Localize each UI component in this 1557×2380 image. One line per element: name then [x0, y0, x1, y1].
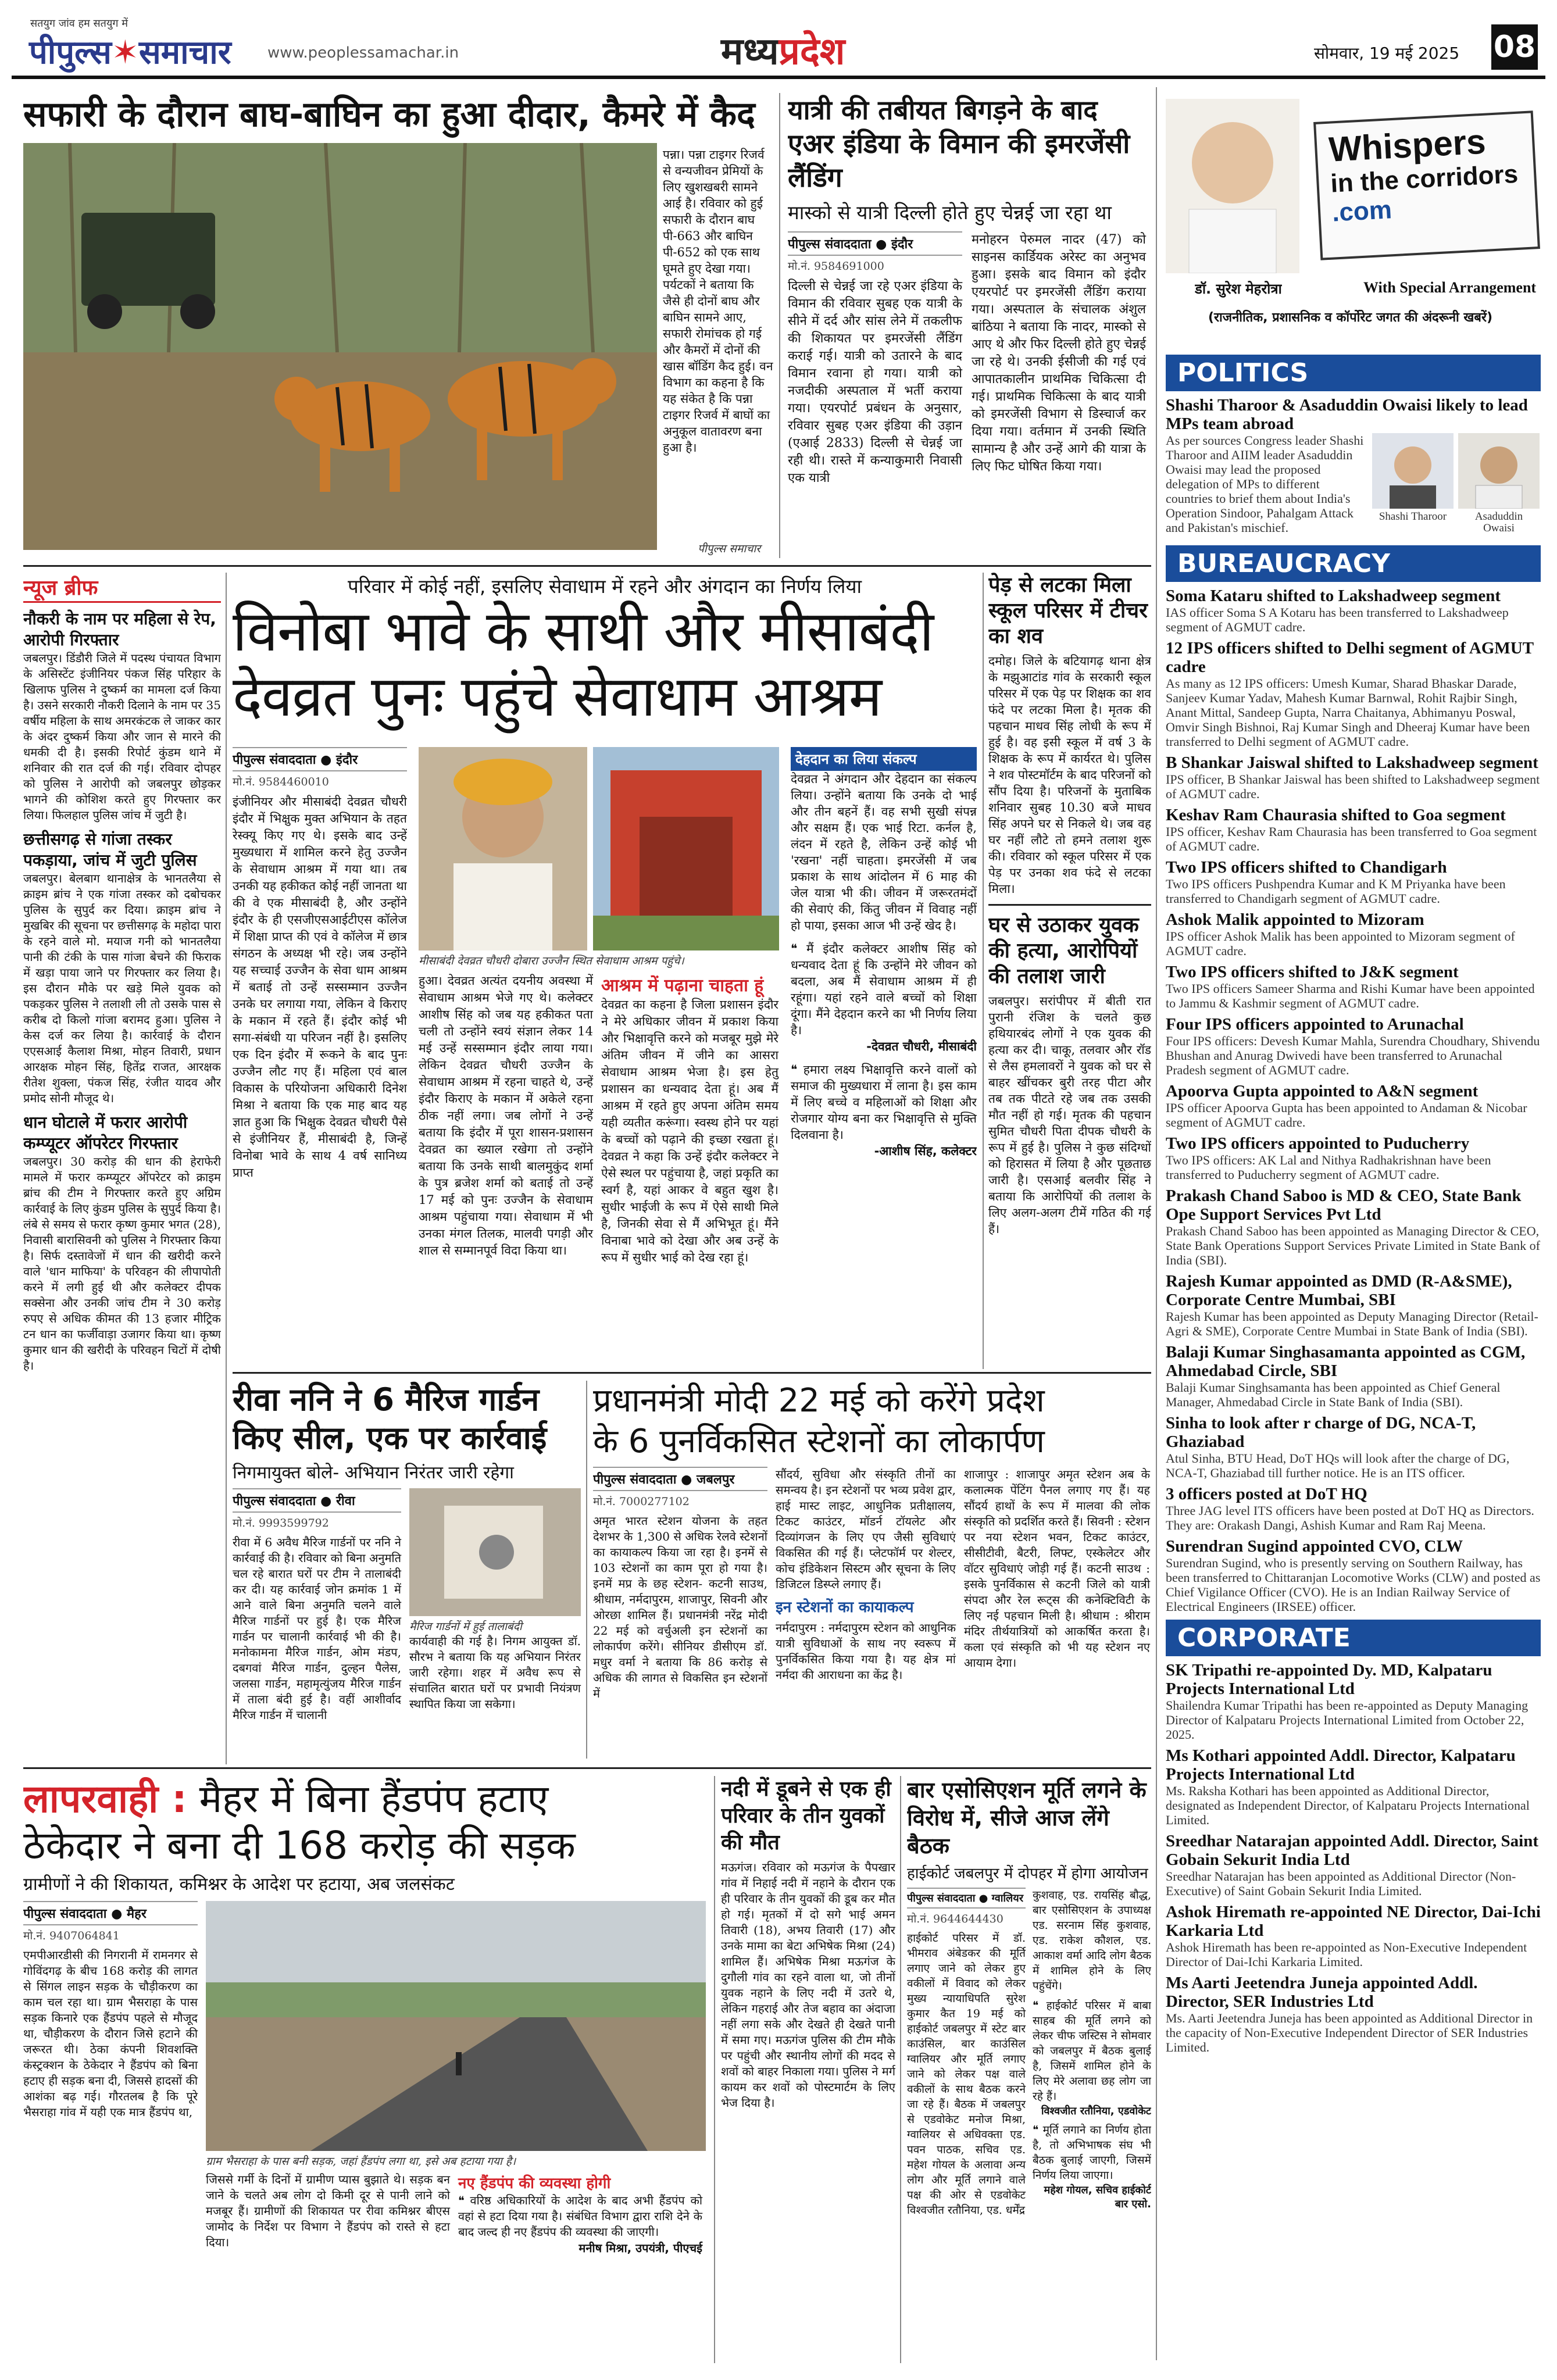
bureaucracy-item-text: Rajesh Kumar has been appointed as Deputy Managing Director (Retail-Agri & SME), Corporate Centre Mumbai in State Bank of India (SBI).: [1166, 1309, 1538, 1338]
brand-right: समाचार: [138, 34, 231, 72]
modi-text-4: शाजापुर : शाजापुर अमृत स्टेशन अब के कलात्मक पेंटिंग पैनल लगाए गए हैं। यह सौंदर्य हाथों के रूप में मालवा की लोक संस्कृति को प्रदर्शित करते हैं। सिवनी : स्टेशन पर नया स्टेशन भवन, टिकट काउंटर, सीसीटीवी, बैटरी, लिफ्ट, एस्केलेटर और वॉटर सुविधाएं जोड़ी गई हैं। कटनी साउथ : इसके पुनर्विकास से कटनी जिले को यात्री संपदा और रेल रूट्स की कनेक्टिविटी के लिए नई पहचान मिली है। श्रीधाम : श्रीराम मंदिर तीर्थयात्रियों को आकर्षित करता है। कला एवं संस्कृति को भी यह स्टेशन नए आयाम देगा।: [964, 1467, 1150, 1670]
news-brief-item-text: जबलपुर। बेलबाग थानाक्षेत्र के भानतलैया से क्राइम ब्रांच ने एक गांजा तस्कर को दबोचकर पुलिस के सुपुर्द कर दिया। क्राइम ब्रांच ने मुखबिर की सूचना पर छत्तीसगढ़ के महोदा पारा के रहने वाले मो. मयाज गनी को भानतलैया पानी की टंकी के पास गांजा बेचने की फिराक में खड़ा पाया जाने पर गिरफ्तार कर लिया है। इस दौरान मौके पर खड़े मिले युवक को पकड़कर पुलिस ने तलाशी ली तो उसके पास से करीब दो किलो गांजा बरामद हुआ। पुलिस ने केस दर्ज कर लिया है। कार्रवाई के दौरान एएसआई कैलाश मिश्रा, मोहन तिवारी, प्रधान आरक्षक मोहन सिंह, हितेंद्र राजत, आरक्षक रीतेश शुक्ला, पंकज सिंह, रंजीत यादव और प्रमोद सोनी मौजूद थे।: [23, 871, 221, 1105]
vinoba-mobile: मो.नं. 9584460010: [233, 776, 329, 788]
bureaucracy-item-text: Two IPS officers: AK Lal and Nithya Radhakrishnan have been transferred to Puducherry segment of AGMUT cadre.: [1166, 1153, 1491, 1182]
vinoba-col1: [233, 747, 407, 1181]
news-brief-list: [23, 609, 221, 1374]
bureaucracy-list: [1166, 587, 1541, 1614]
safari-headline: सफारी के दौरान बाघ-बाघिन का हुआ दीदार, कैमरे में कैद: [23, 94, 755, 135]
news-brief: [23, 573, 221, 1764]
whispers-title: Whispers: [1327, 121, 1487, 169]
bureaucracy-label: BUREAUCRACY: [1166, 545, 1541, 582]
divider: [226, 573, 227, 1764]
politics-text: As per sources Congress leader Shashi Tharoor and AIIM leader Asaduddin Owaisi may lead the proposed delegation of MPs to different countries to brief them about India's Operation Sindoor, Pahalgam Attack and Pakistan's mischief.: [1166, 433, 1364, 535]
vinoba-text-1: इंजीनियर और मीसाबंदी देवव्रत चौधरी इंदौर में भिक्षुक मुक्त अभियान के तहत रेस्क्यू किए गए थे। इसके बाद उन्हें मुख्यधारा में शामिल करने हेतु उज्जैन के सेवाधाम आश्रम में गया था। तब उनकी यह हकीकत कोई नहीं जानता था की वे एक मीसाबंदी है, और उन्होंने इंदौर के ही एसजीएसआईटीएस कॉलेज में शिक्षा प्राप्त की एवं वे कॉलेज में छात्र संगठन के अध्यक्ष भी रहे। जब उन्होंने यह सच्चाई उज्जैन के सेवा धाम आश्रम में बताई तो उन्हें सस्सम्मान उज्जैन उनके घर लगाया गया, लेकिन वे किराए के मकान में रहते हैं। इंदौर कोई भी सगा-संबंधी या परिजन नहीं है। इसलिए एक दिन इंदौर में रूकने के बाद पुनः उज्जैन लौट गए हैं। महिला एवं बाल विकास के परियोजना अधिकारी दिनेश मिश्रा ने बताया कि एक माह बाद यह ज्ञात हुआ कि भिक्षुक देवव्रत चौधरी पैसे से इंजीनियर हैं, मीसाबंदी है, जिन्हें विनोबा भावे के साथ 4 वर्ष सानिध्य प्राप्त: [233, 795, 407, 1180]
bureaucracy-item-head: Surendran Sugind appointed CVO, CLW: [1166, 1537, 1463, 1556]
owaisi-photo: [1458, 433, 1540, 539]
rewa-mobile: मो.नं. 9993599792: [233, 1517, 329, 1530]
maihar-box-text-content: वरिष्ठ अधिकारियों के आदेश के बाद अभी हैंडपंप को वहां से हटा दिया गया है। संबंधित विभाग द्वारा राशि देने के बाद जल्द ही नए हैंडपंप की व्यवस्था की जाएगी।: [458, 2193, 702, 2239]
right-column: [1166, 349, 1541, 2366]
vinoba-sidebar: [791, 747, 977, 1159]
maihar-headline-2: ठेकेदार ने बना दी 168 करोड़ की सड़क: [23, 1823, 576, 1868]
bar-text-1: हाईकोर्ट परिसर में डॉ. भीमराव अंबेडकर की मूर्ति लगाए जाने को लेकर हुए वकीलों में विवाद को लेकर मुख्य न्यायाधिपति सुरेश कुमार कैत 19 मई को हाईकोर्ट जबलपुर में स्टेट बार काउंसिल, बार काउंसिल ग्वालियर और मूर्ति लगाए जाने को लेकर पक्ष वाले वकीलों के साथ बैठक करने जा रहे हैं। बैठक में जबलपुर से एडवोकेट मनोज मिश्रा, ग्वालियर से अधिवक्ता एड. पवन पाठक, सचिव एड. महेश गोयल के अलावा अन्य लोग और मूर्ति लगाने वाले पक्ष की ओर से एडवोकेट विश्वजीत रतौनिया, एड. धर्मेंद्र: [907, 1932, 1026, 2217]
maihar-box-text: [458, 2193, 702, 2240]
vinoba-quote-1-text: मैं इंदौर कलेक्टर आशीष सिंह को धन्यवाद देता हूं कि उन्होंने मेरे जीवन को बदला, अब मैं सेवाधाम आश्रम में ही रहूंगा। यहां रहने वाले बच्चों को शिक्षा दूंगा। मैंने देहदान करने का भी निर्णय लिया है।: [791, 942, 977, 1037]
bureaucracy-item-text: IPS officer Apoorva Gupta has been appointed to Andaman & Nicobar segment of AGMUT cadre.: [1166, 1100, 1527, 1130]
bureaucracy-item-head: Prakash Chand Saboo is MD & CEO, State Bank Ope Support Services Pvt Ltd: [1166, 1187, 1522, 1224]
bureaucracy-item-head: Keshav Ram Chaurasia shifted to Goa segment: [1166, 806, 1506, 824]
divider: [779, 93, 780, 558]
vinoba-sidebar-head: देहदान का लिया संकल्प: [791, 747, 977, 771]
modi-text-3: नर्मदापुरम : नर्मदापुरम स्टेशन को आधुनिक यात्री सुविधाओं के साथ नए स्वरूप में पुनर्विकसित किया गया है। यह क्षेत्र मां नर्मदा की आराधना का केंद्र है।: [776, 1621, 956, 1682]
tharoor-photo: [1372, 433, 1454, 539]
tharoor-caption: Shashi Tharoor: [1379, 510, 1447, 523]
modi-headline-1: प्रधानमंत्री मोदी 22 मई को करेंगे प्रदेश: [593, 1382, 1045, 1420]
modi-text-2: सौंदर्य, सुविधा और संस्कृति तीनों का समन्वय है। इन स्टेशनों पर भव्य प्रवेश द्वार, हाई मास्ट लाइट, आधुनिक प्रतीक्षालय, टिकट काउंटर, मॉडर्न टॉयलेट और दिव्यांगजन के लिए एप जैसी सुविधाएं विकसित की गई हैं। प्लेटफॉर्म पर शेल्टर, कोच इंडिकेशन सिस्टम और सूचना के लिए डिजिटल डिस्प्ले लगाए हैं।: [776, 1467, 956, 1591]
corporate-item-head: SK Tripathi re-appointed Dy. MD, Kalpataru Projects International Ltd: [1166, 1661, 1492, 1698]
bureaucracy-item-head: Two IPS officers shifted to Chandigarh: [1166, 858, 1447, 877]
rewa-story: [233, 1381, 581, 1759]
whispers-domain: .com: [1331, 195, 1393, 227]
safari-text: पन्ना। पन्ना टाइगर रिजर्व से वन्यजीवन प्रेमियों के लिए खुशखबरी सामने आई है। रविवार को हुई सफारी के दौरान बाघ पी-663 और बाघिन पी-652 को एक साथ घूमते हुए देखा गया। पर्यटकों ने बताया कि जैसे ही दोनों बाघ और बाघिन सामने आए, सफारी रोमांचक हो गई और कैमरों में दोनों की खास बॉडिंग कैद हुई। वन विभाग का कहना है कि यह संकेत है कि पन्ना टाइगर रिजर्व में बाघों का अनुकूल वातावरण बना हुआ है।: [663, 148, 773, 455]
bar-byline: पीपुल्स संवाददाता ● ग्वालियर: [907, 1888, 1026, 1909]
vinoba-text-2: हुआ। देवव्रत अत्यंत दयनीय अवस्था में सेवाधाम आश्रम भेजे गए थे। कलेक्टर आशीष सिंह को जब यह हकीकत पता चली तो उन्होंने स्वयं संज्ञान लेकर 14 मई उन्हें सस्सम्मान इंदौर लाया गया। लेकिन देवव्रत चौधरी उज्जैन के सेवाधाम आश्रम में रहना चाहते थे, उन्हें इंदौर किराए के मकान में अकेले रहना ठीक नहीं लगा। जब लोगों ने उन्हें बताया कि इंदौर में पूरा शासन-प्रशासन देवव्रत का ख्याल रखेगा तो उन्होंने बताया कि उनके साथी बालमुकुंद शर्मा के पुत्र ब्रजेश शर्मा को बताई तो उन्हें 17 मई को पुनः उज्जैन के सेवाधाम आश्रम पहुंचाया गया। सेवाधाम में भी उनका मंगल तिलक, मालवी पगड़ी और शाल से सम्मानपूर्व विदा किया था।: [419, 974, 593, 1257]
brand-left: पीपुल्स: [29, 34, 112, 72]
divider: [714, 1776, 715, 2363]
corporate-item-head: Ms Kothari appointed Addl. Director, Kalpataru Projects International Ltd: [1166, 1746, 1516, 1784]
bureaucracy-item-text: Three JAG level ITS officers have been posted at DoT HQ as Directors. They are: Orakash Dangi, Ashish Kumar and Ram Raj Meena.: [1166, 1503, 1534, 1532]
corporate-item-text: Sreedhar Natarajan has been appointed as Additional Director (Non-Executive) of Saint Gobain Sekurit India Limited.: [1166, 1869, 1516, 1898]
bar-quote-2: [1033, 2122, 1151, 2183]
bureaucracy-item-text: Two IPS officers Sameer Sharma and Rishi Kumar have been appointed to Jammu & Kashmir segment of AGMUT cadre.: [1166, 981, 1535, 1010]
drown-story: [721, 1776, 895, 2363]
bar-quote-1: [1033, 1998, 1151, 2104]
brand-logo: [29, 29, 231, 73]
bureaucracy-item-head: B Shankar Jaiswal shifted to Lakshadweep segment: [1166, 753, 1538, 772]
safari-photo-credit: पीपुल्स समाचार: [698, 542, 761, 555]
modi-byline: पीपुल्स संवाददाता ● जबलपुर: [593, 1467, 767, 1491]
modi-headline-2: के 6 पुनर्विकसित स्टेशनों का लोकार्पण: [593, 1423, 1045, 1460]
bureaucracy-item-head: Apoorva Gupta appointed to A&N segment: [1166, 1082, 1479, 1100]
politics-headline: Shashi Tharoor & Asaduddin Owaisi likely to lead MPs team abroad: [1166, 396, 1528, 433]
author-name: डॉ. सुरेश मेहरोत्रा: [1195, 281, 1282, 297]
airindia-text-col1: दिल्ली से चेन्नई जा रहे एअर इंडिया के विमान की रविवार सुबह एक यात्री के सीने में दर्द और सांस लेने में तकलीफ की शिकायत पर इमरजेंसी लैंडिंग कराई गई। यात्री को उतारने के बाद विमान रवाना हो गया। यात्री को नजदीकी अस्पताल में भर्ती कराया गया। एयरपोर्ट प्रबंधन के अनुसार, रविवार सुबह एअर इंडिया की उड़ान (एआई 2833) दिल्ली से चेन्नई जा रही थी। रास्ते में कन्याकुमारी निवासी एक यात्री: [788, 279, 962, 485]
vinoba-photo: [419, 747, 779, 950]
divider: [23, 565, 1151, 567]
vinoba-quote-2: [791, 1062, 977, 1143]
maihar-box-by: मनीष मिश्रा, उपयंत्री, पीएचई: [578, 2241, 702, 2255]
maihar-box-head: नए हैंडपंप की व्यवस्था होगी: [458, 2175, 611, 2192]
vinoba-ashram-text: देवव्रत का कहना है जिला प्रशासन इंदौर ने मेरे अधिकार जीवन में प्रकाश किया और भिक्षावृत्ति करने को मजबूर मुझे मेरे अंतिम जीवन में जीने का आसरा सेवाधाम आश्रम भेजा है। इस हेतु प्रशासन का धन्यवाद देता हूं। अब मैं आश्रम में रहते हुए अपना अंतिम समय यही व्यतीत करूंगा। स्वस्थ होने पर यहां के बच्चों को पढ़ाने की इच्छा रखता हूं। देवव्रत ने कहा कि उन्हें इंदौर कलेक्टर ने ऐसे स्थल पर पहुंचाया है, जहां प्रकृति का स्वर्ग है, यहां आकर वे बहुत खुश है। सुधीर भाईजी के रूप में ऐसे साथी मिले है, जिनकी सेवा से मैं अभिभूत हूं। मैंने विनाबा भावे को देखा और अब उन्हें के रूप में सुधीर भाई को देख रहा हूं।: [601, 998, 779, 1264]
news-brief-item-head: नौकरी के नाम पर महिला से रेप, आरोपी गिरफ्तार: [23, 609, 216, 649]
bureaucracy-item-text: Two IPS officers Pushpendra Kumar and K M Priyanka have been transferred to Chandigarh segment of AGMUT cadre.: [1166, 877, 1506, 906]
news-brief-item-text: जबलपुर। 30 करोड़ की धान की हेराफेरी मामले में फरार कम्प्यूटर ऑपरेटर को क्राइम ब्रांच की टीम ने गिरफ्तार करते हुए अग्रिम कार्रवाई के लिए कुंडम पुलिस के सुपुर्द किया है। लंबे से समय से फरार कृष्ण कुमार भगत (28), निवासी बारासिवनी को पुलिस ने गिरफ्तार किया है। सिर्फ दस्तावेजों में धान की खरीदी करने वाले 'धान माफिया' के परिवहन की लीपापोती करने में लगी हुई थी और कलेक्टर दीपक सक्सेना और उनकी जांच टीम ने 30 करोड़ रुपए से अधिक कीमत की 13 हजार मीट्रिक टन धान का फर्जीवाड़ा उजागर किया था। कृष्ण कुमार धान की खरीदी के परिवहन चिटों में दोषी है।: [23, 1155, 221, 1373]
vinoba-quote-2-by: -आशीष सिंह, कलेक्टर: [874, 1144, 977, 1158]
safari-story: [23, 93, 773, 558]
airindia-mobile: मो.नं. 9584691000: [788, 260, 884, 273]
quote-icon: ❝: [1033, 1999, 1047, 2012]
bar-quote-1-by: विश्वजीत रतौनिया, एडवोकेट: [1041, 2105, 1151, 2117]
vinoba-headline-2: देवव्रत पुनः पहुंचे सेवाधाम आश्रम: [233, 664, 882, 729]
section-left: मध्य: [721, 30, 779, 73]
page-number: 08: [1491, 24, 1538, 70]
bureaucracy-item-text: Balaji Kumar Singhsamanta has been appointed as Chief General Manager, Ahmedabad Circle in State Bank of India (SBI).: [1166, 1380, 1501, 1409]
news-brief-item-text: जबलपुर। डिंडौरी जिले में पदस्थ पंचायत विभाग के असिस्टेंट इंजीनियर पंकज सिंह परिहार के खिलाफ पुलिस ने दुष्कर्म का मामला दर्ज किया है। उसने सरकारी नौकरी दिलाने के नाम पर 35 वर्षीय महिला के साथ अमरकंटक ले जाकर कार के अंदर दुष्कर्म किया और जान से मारने की धमकी दी है। इसकी रिपोर्ट कुंडम थाने में शनिवार की रात दर्ज की गई। रविवार दोपहर को पुलिस ने आरोपी को जबलपुर छोड़कर भागने की कोशिश करते हुए गिरफ्तार कर लिया। फिलहाल पुलिस जांच में जुटी है।: [23, 651, 221, 822]
issue-date: सोमवार, 19 मई 2025: [1314, 44, 1460, 63]
bureaucracy-item-text: As many as 12 IPS officers: Umesh Kumar, Sharad Bhaskar Darade, Sanjeev Kumar Yadav, Mahesh Kumar Barnwal, Rohit Rajbir Singh, Anant Mittal, Sandeep Gupta, Narra Chaitanya, Abhimanyu Poswal, Omvir Singh Bishnoi, Raj Kumar Singh and Dheeraj Kumar have been transferred to Delhi segment of AGMUT cadre.: [1166, 676, 1530, 749]
corporate-item-head: Sreedhar Natarajan appointed Addl. Director, Saint Gobain Sekurit India Ltd: [1166, 1832, 1539, 1869]
maihar-story: [23, 1776, 709, 2363]
vinoba-sidebar-text: देवव्रत ने अंगदान और देहदान का संकल्प लिया। उन्होंने बताया कि उनके दो भाई और तीन बहनें हैं। वह सभी सुखी संपन्न और सक्षम हैं। एक भाई रिटा. कर्नल है, लंदन में रहते है, लेकिन उन्हें कोई भी 'रखना' नहीं चाहता। इमरजेंसी में जब प्रकाश के साथ आंदोलन में 6 माह की जेल यात्रा भी की। जीवन में जरूरतमंदों की सेवाएं की, किंतु जीवन में विवाह नहीं हो पाया, इसका आज भी उन्हें खेद है।: [791, 772, 977, 932]
whispers-header: [1160, 93, 1541, 343]
bureaucracy-item-text: Surendran Sugind, who is presently serving on Southern Railway, has been transferred to Chittaranjan Locomotive Works (CLW) and posted as Chief Vigilance Officer (CVO). He is an Indian Railway Service of Electrical Engineers (IRSEE) officer.: [1166, 1556, 1541, 1614]
bureaucracy-item-text: IPS officer, Keshav Ram Chaurasia has been transferred to Goa segment of AGMUT cadre.: [1166, 824, 1537, 853]
bureaucracy-item-head: Soma Kataru shifted to Lakshadweep segment: [1166, 587, 1501, 605]
murder-headline: घर से उठाकर युवक की हत्या, आरोपियों की तलाश जारी: [988, 913, 1139, 988]
divider: [1156, 87, 1157, 2360]
brand-star-icon: ✶: [111, 34, 139, 72]
bureaucracy-item-text: IPS officer Ashok Malik has been appointed to Mizoram segment of AGMUT cadre.: [1166, 929, 1515, 958]
section-right: प्रदेश: [779, 30, 845, 73]
brand-tagline: सतयुग जांव हम सतयुग में: [30, 17, 128, 30]
teacher-text: दमोह। जिले के बटियागढ़ थाना क्षेत्र के मझुआटांड गांव के सरकारी स्कूल परिसर में एक पेड़ पर शिक्षक का शव फंदे पर लटका मिला है। मृतक की पहचान माधव सिंह लोधी के रूप में हुई है। वह इसी स्कूल में वर्ष 3 के शिक्षक के रूप में कार्यरत थे। पुलिस ने शव पोस्टमॉर्टम के बाद परिजनों को सौंप दिया है। परिजनों के मुताबिक शनिवार सुबह 10.30 बजे माधव सिंह अपने घर से निकले थे। जब वह घर नहीं लौटे तो हमने तलाश शुरू की। रविवार को स्कूल परिसर में एक पेड़ पर उनका शव फंदे से लटका मिला।: [988, 654, 1151, 896]
bureaucracy-item-text: IAS officer Soma S A Kotaru has been transferred to Lakshadweep segment of AGMUT cadre.: [1166, 605, 1509, 634]
arrangement: With Special Arrangement: [1363, 279, 1537, 296]
corporate-item-text: Ms. Aarti Jeetendra Juneja has been appointed as Additional Director in the capacity of Non-Executive Independent Director of SER Industries Limited.: [1166, 2011, 1533, 2054]
quote-icon: ❝: [791, 1063, 804, 1077]
rewa-text-1: रीवा में 6 अवैध मैरिज गार्डनों पर ननि ने कार्रवाई की है। रविवार को बिना अनुमति चल रहे बारात घरों पर टीम ने तालाबंदी कर दी। यह कार्रवाई जोन क्रमांक 1 में आने वाले बिना अनुमति चलने वाले मैरिज गार्डनों पर हुई है। एक मैरिज गार्डन पर चालानी कार्रवाई भी की है। मनोकामना मैरिज गार्डन, ओम मंडप, दबगवां मैरिज गार्डन, दुल्हन पैलेस, जलसा गार्डन, महामृत्युंजय मैरिज गार्डन में ताला बंदी हुई है। वहीं आशीर्वाद मैरिज गार्डन में चालानी: [233, 1535, 401, 1722]
bureaucracy-item-head: Two IPS officers shifted to J&K segment: [1166, 963, 1459, 981]
whispers-tagline: (राजनीतिक, प्रशासनिक व कॉर्पोरेट जगत की अंदरूनी खबरें): [1208, 310, 1492, 325]
vinoba-ashram-head: आश्रम में पढ़ाना चाहता हूं: [601, 975, 764, 996]
news-brief-item-head: धान घोटाले में फरार आरोपी कम्प्यूटर ऑपरेटर गिरफ्तार: [23, 1113, 188, 1153]
bar-mobile: मो.नं. 9644644430: [907, 1913, 1004, 1925]
section-title: [721, 24, 845, 75]
corporate-label: CORPORATE: [1166, 1620, 1541, 1656]
vinoba-quote-1: [791, 941, 977, 1038]
vinoba-story: [233, 573, 977, 1369]
modi-subhead: इन स्टेशनों का कायाकल्प: [776, 1599, 914, 1616]
news-brief-item-head: छत्तीसगढ़ से गांजा तस्कर पकड़ाया, जांच में जुटी पुलिस: [23, 830, 197, 870]
vinoba-kicker: परिवार में कोई नहीं, इसलिए सेवाधाम में रहने और अंगदान का निर्णय लिया: [347, 575, 862, 598]
divider: [23, 1767, 1151, 1769]
maihar-mobile: मो.नं. 9407064841: [23, 1929, 120, 1942]
bar-headline-2: विरोध में, सीजे आज लेंगे बैठक: [907, 1805, 1109, 1859]
corporate-item-head: Ms Aarti Jeetendra Juneja appointed Addl. Director, SER Industries Ltd: [1166, 1974, 1478, 2011]
bar-quote-1-text: हाईकोर्ट परिसर में बाबा साहब की मूर्ति लगने को लेकर चीफ जस्टिस ने सोमवार को जबलपुर में बैठक बुलाई है, जिसमें शामिल होने के लिए मेरे अलावा छह लोग जा रहे हैं।: [1033, 1999, 1151, 2103]
airindia-subhead: मास्को से यात्री दिल्ली होते हुए चेन्नई जा रहा था: [788, 201, 1112, 224]
bar-quote-2-by: महेश गोयल, सचिव हाईकोर्ट बार एसो.: [1044, 2184, 1151, 2210]
vinoba-quote-1-by: -देवव्रत चौधरी, मीसाबंदी: [866, 1039, 977, 1053]
author-photo: [1166, 99, 1299, 273]
masthead: [12, 12, 1545, 79]
politics-label: POLITICS: [1166, 355, 1541, 391]
airindia-story: [788, 93, 1151, 558]
rewa-text-2: कार्यवाही की गई है। निगम आयुक्त डॉ. सौरभ ने बताया कि यह अभियान निरंतर जारी रहेगा। शहर में अवैध रूप से संचालित बारात घरों पर प्रभावी नियंत्रण स्थापित किया जा सकेगा।: [409, 1634, 581, 1711]
modi-mobile: मो.नं. 7000277102: [593, 1495, 690, 1508]
maihar-text-1: एमपीआरडीसी की निगरानी में रामनगर से गोविंदगढ़ के बीच 168 करोड़ की लागत से सिंगल लाइन सड़क के चौड़ीकरण का काम चल रहा था। ग्राम भैसराहा के पास सड़क किनारे एक हैंडपंप पहले से मौजूद था, चौड़ीकरण के दौरान जिसे हटाने की जरूरत थी। ठेका कंपनी शिवशक्ति कंस्ट्रक्शन के ठेकेदार ने हैंडपंप को बिना हटाए ही सड़क बना दी, जिससे हादसों की आशंका बढ़ गई। गौरतलब है कि पूरे भैसराहा गांव में यही एक मात्र हैंडपंप था,: [23, 1948, 198, 2119]
maihar-text-2: जिससे गर्मी के दिनों में ग्रामीण प्यास बुझाते थे। सड़क बन जाने के चलते अब लोग दो किमी दूर से पानी लाने को मजबूर हैं। ग्रामीणों की शिकायत पर रीवा कमिश्नर बीएस जामोद के निर्देश पर विभाग ने हैंडपंप को रास्ते से हटा दिया।: [206, 2172, 450, 2249]
bureaucracy-item-head: Two IPS officers appointed to Puducherry: [1166, 1134, 1470, 1153]
owaisi-caption: Asaduddin Owaisi: [1474, 510, 1523, 534]
maihar-road-photo: [206, 1901, 706, 2151]
corporate-item-head: Ashok Hiremath re-appointed NE Director, Dai-Ichi Karkaria Ltd: [1166, 1903, 1541, 1940]
corporate-item-text: Ashok Hiremath has been re-appointed as Non-Executive Independent Director of Dai-Ichi Karkaria Limited.: [1166, 1940, 1527, 1969]
tiger-photo: [23, 143, 657, 550]
drown-text: मऊगंज। रविवार को मऊगंज के पैपखार गांव में निहाई नदी में नहाने के दौरान एक ही परिवार के तीन युवकों की डूब कर मौत हो गई। मृतकों में दो सगे भाई अमन तिवारी (18), अभय तिवारी (17) और उनके मामा का बेटा अभिषेक मिश्रा (24) शामिल हैं। अभिषेक मिश्रा मऊगंज के दुगौली गांव का रहने वाला था, जो तीनों युवक नहाने के लिए नदी में उतरे थे, लेकिन गहराई और तेज बहाव का अंदाजा नहीं लगा सके और देखते ही देखते पानी में समा गए। मऊगंज पुलिस की टीम मौके पर पहुंची और स्थानीय लोगों की मदद से शवों को बाहर निकाला गया। पुलिस ने मर्ग कायम कर शवों को पोस्टमार्टम के लिए भेज दिया है।: [721, 1860, 895, 2110]
drown-headline: नदी में डूबने से एक ही परिवार के तीन युवकों की मौत: [721, 1777, 891, 1854]
vinoba-quote-2-text: हमारा लक्ष्य भिक्षावृत्ति करने वालों को समाज की मुख्यधारा में लाना है। इस काम में लिए बच्चे व महिलाओं को शिक्षा और रोजगार योग्य बना कर भिक्षावृत्ति से मुक्ति दिलवाना है।: [791, 1063, 977, 1142]
maihar-headline-1: मैहर में बिना हैंडपंप हटाए: [187, 1777, 549, 1821]
divider: [900, 1776, 901, 2363]
teacher-murder-column: [988, 573, 1151, 1369]
bureaucracy-item-head: Balaji Kumar Singhasamanta appointed as CGM, Ahmedabad Circle, SBI: [1166, 1343, 1526, 1380]
vinoba-photo-caption: मीसाबंदी देवव्रत चौधरी दोबारा उज्जैन स्थित सेवाधाम आश्रम पहुंचे।: [419, 955, 684, 967]
modi-story: [593, 1381, 1151, 1759]
bureaucracy-item-head: Four IPS officers appointed to Arunachal: [1166, 1015, 1464, 1034]
maihar-kicker: लापरवाही :: [23, 1777, 187, 1821]
bar-subhead: हाईकोर्ट जबलपुर में दोपहर में होगा आयोजन: [907, 1865, 1148, 1882]
divider: [983, 573, 984, 1369]
bureaucracy-item-head: Rajesh Kumar appointed as DMD (R-A&SME), Corporate Centre Mumbai, SBI: [1166, 1272, 1512, 1309]
airindia-byline: पीपुल्स संवाददाता ● इंदौर: [788, 231, 962, 256]
corporate-item-text: Shailendra Kumar Tripathi has been re-appointed as Deputy Managing Director of Kalpataru Projects International Limited from October 22, 2025.: [1166, 1698, 1529, 1742]
news-brief-label: न्यूज ब्रीफ: [23, 573, 221, 603]
airindia-headline: यात्री की तबीयत बिगड़ने के बाद एअर इंडिया के विमान की इमरजेंसी लैंडिंग: [788, 94, 1130, 193]
bureaucracy-item-head: Ashok Malik appointed to Mizoram: [1166, 910, 1424, 929]
whispers-subtitle: in the corridors: [1330, 159, 1519, 198]
bureaucracy-item-head: 12 IPS officers shifted to Delhi segment of AGMUT cadre: [1166, 639, 1534, 676]
website-url[interactable]: www.peoplessamachar.in: [267, 44, 459, 62]
rewa-subhead: निगमायुक्त बोले- अभियान निरंतर जारी रहेगा: [233, 1463, 514, 1483]
bureaucracy-item-text: Atul Sinha, BTU Head, DoT HQs will look after the charge of DG, NCA-T, Ghaziabad till further notice. He is an ITS officer.: [1166, 1451, 1510, 1480]
bureaucracy-item-text: IPS officer, B Shankar Jaiswal has been shifted to Lakshadweep segment of AGMUT cadre.: [1166, 772, 1540, 801]
maihar-photo-caption: ग्राम भैसराहा के पास बनी सड़क, जहां हैंडपंप लगा था, इसे अब हटाया गया है।: [206, 2155, 516, 2168]
whispers-logo: [1313, 110, 1540, 260]
bar-quote-2-text: मूर्ति लगाने का निर्णय होता है, तो अभिभाषक संघ भी बैठक बुलाई जाएगी, जिसमें निर्णय लिया जाएगा।: [1033, 2124, 1151, 2182]
vinoba-headline-1: विनोबा भावे के साथी और मीसाबंदी: [233, 599, 934, 664]
maihar-subhead: ग्रामीणों ने की शिकायत, कमिश्नर के आदेश पर हटाया, अब जलसंकट: [23, 1874, 455, 1895]
divider: [233, 1372, 1151, 1374]
quote-icon: ❝: [458, 2193, 470, 2207]
bureaucracy-item-head: Sinha to look after r charge of DG, NCA-T, Ghaziabad: [1166, 1414, 1476, 1451]
vinoba-byline: पीपुल्स संवाददाता ● इंदौर: [233, 747, 407, 771]
bureaucracy-item-text: Four IPS officers: Devesh Kumar Mahla, Surendra Choudhary, Shivendu Bhushan and Anurag Dwivedi have been transferred to Arunachal Pradesh segment of AGMUT cadre.: [1166, 1034, 1540, 1077]
bureaucracy-item-text: Prakash Chand Saboo has been appointed as Managing Director & CEO, State Bank Operations Support Services Private Limited in State Bank of India (SBI).: [1166, 1224, 1540, 1267]
maihar-byline: पीपुल्स संवाददाता ● मैहर: [23, 1901, 198, 1925]
corporate-item-text: Ms. Raksha Kothari has been appointed as Additional Director, designated as Independent Director, of Kalpataru Projects International Limited.: [1166, 1784, 1530, 1827]
murder-text: जबलपुर। सरांपीपर में बीती रात पुरानी रंजिश के चलते कुछ हथियारबंद लोगों ने एक युवक की हत्या कर दी। चाकू, तलवार और रॉड से लैस हमलावरों ने युवक को घर से बाहर खींचकर बुरी तरह पीटा और तब तक पीटते रहे जब तक उसकी मौत नहीं हो गई। मृतक की पहचान सुमित चौधरी पिता दीपक चौधरी के रूप में हुई है। पुलिस ने कुछ संदिग्धों को हिरासत में लिया है और पूछताछ जारी है। एसआई बलवीर सिंह ने बताया कि आरोपियों की तलाश के लिए अलग-अलग टीमें गठित की गई हैं।: [988, 994, 1151, 1236]
modi-text-1: अमृत भारत स्टेशन योजना के तहत देशभर के 1,300 से अधिक रेलवे स्टेशनों का कायाकल्प किया जा रहा है। इनमें से 103 स्टेशनों का काम पूरा हो गया है। इनमें मप्र के छह स्टेशन- कटनी साउथ, श्रीधाम, नर्मदापुरम, शाजापुर, सिवनी और ओरछा शामिल हैं। प्रधानमंत्री नरेंद्र मोदी 22 मई को वर्चुअली इन स्टेशनों का लोकार्पण करेंगे। सीनियर डीसीएम डॉ. मधुर वर्मा ने बताया कि 86 करोड़ से अधिक की लागत से विकसित इन स्टेशनों में: [593, 1514, 767, 1700]
bar-headline-1: बार एसोसिएशन मूर्ति लगने के: [907, 1777, 1147, 1803]
vinoba-photos: [419, 747, 779, 1266]
divider: [586, 1381, 587, 1759]
bureaucracy-item-head: 3 officers posted at DoT HQ: [1166, 1485, 1367, 1503]
corporate-list: [1166, 1661, 1541, 2054]
quote-icon: ❝: [791, 942, 806, 956]
teacher-headline: पेड़ से लटका मिला स्कूल परिसर में टीचर का शव: [988, 573, 1148, 648]
bar-story: [907, 1776, 1151, 2363]
rewa-headline-2: किए सील, एक पर कार्रवाई: [233, 1420, 547, 1456]
rewa-photo-caption: मैरिज गार्डनों में हुई तालाबंदी: [409, 1620, 522, 1633]
bar-text-2: कुशवाह, एड. रायसिंह बौद्ध, बार एसोसिएशन के उपाध्यक्ष एड. सरनाम सिंह कुशवाह, एड. राकेश कौशल, एड. आकाश वर्मा आदि लोग बैठक में शामिल होने के लिए पहुंचेंगे।: [1033, 1889, 1151, 1992]
rewa-headline-1: रीवा ननि ने 6 मैरिज गार्डन: [233, 1381, 540, 1418]
quote-icon: ❝: [1033, 2124, 1043, 2136]
airindia-text-col2: मनोहरन पेरुमल नादर (47) को साइनस कार्डियक अरेस्ट का अनुभव हुआ। इसके बाद विमान को इंदौर एयरपोर्ट पर इमरजेंसी लैंडिंग कराया गया। अस्पताल के संचालक अंशुल बांठिया ने बताया कि नादर, मास्को से आए थे और फिर दिल्ली होते हुए चेन्नई जा रहे थे। उनकी ईसीजी की गई एवं आपातकालीन प्राथमिक चिकित्सा दी गई। प्राथमिक चिकित्सा के बाद यात्री को इमरजेंसी विभाग से डिस्चार्ज कर दिया गया। वर्तमान में उनकी स्थिति सामान्य है और उन्हें आगे की यात्रा के लिए फिट घोषित किया गया।: [972, 233, 1146, 474]
rewa-byline: पीपुल्स संवाददाता ● रीवा: [233, 1488, 401, 1513]
rewa-photo: [409, 1488, 581, 1616]
